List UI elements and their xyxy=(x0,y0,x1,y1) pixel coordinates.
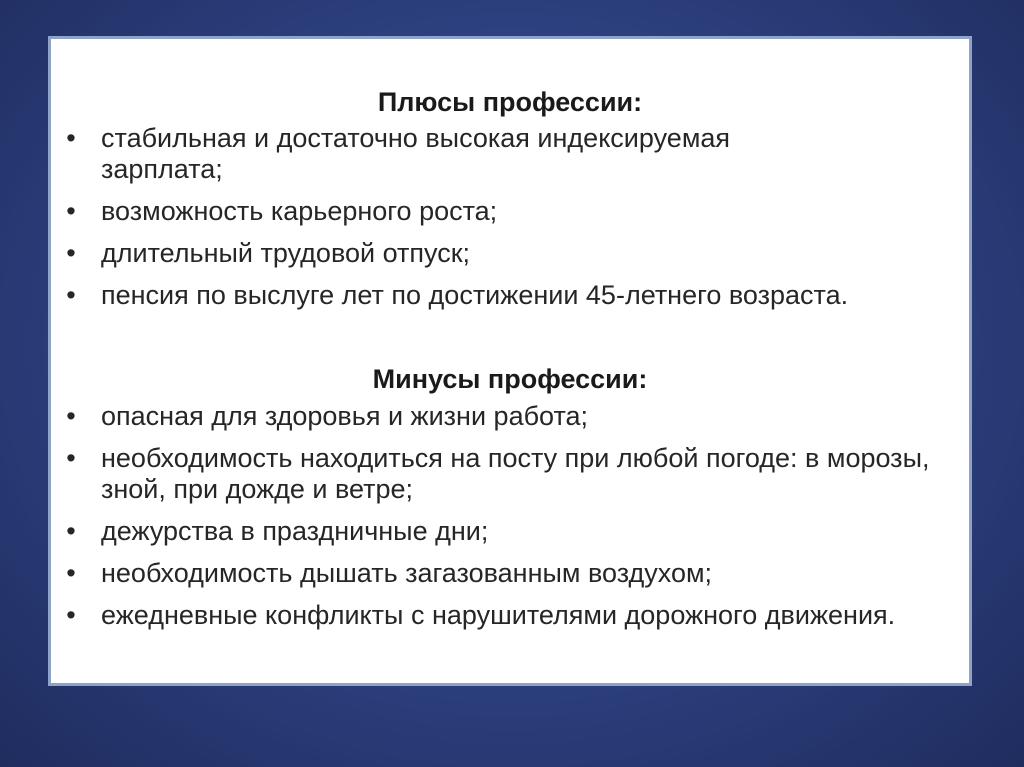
bullet-icon: • xyxy=(66,401,76,431)
list-item xyxy=(61,600,921,631)
content-box xyxy=(48,36,972,686)
list-item-text: дежурства в праздничные дни; xyxy=(101,516,489,546)
list-item-text: опасная для здоровья и жизни работа; xyxy=(101,401,589,431)
bullet-icon: • xyxy=(66,516,76,546)
bullet-icon: • xyxy=(66,600,76,630)
list-item-text: необходимость находиться на посту при любой погоде: в морозы, зной, при дожде и ветре; xyxy=(101,443,930,504)
list-item xyxy=(61,123,841,185)
list-item xyxy=(61,558,961,589)
list-item-text: возможность карьерного роста; xyxy=(101,196,498,226)
plus-heading: Плюсы профессии: xyxy=(377,87,643,117)
list-item xyxy=(61,196,961,227)
bullet-icon: • xyxy=(66,443,76,473)
list-item-text: стабильная и достаточно высокая индексируемая зарплата; xyxy=(101,123,731,184)
list-item-text: ежедневные конфликты с нарушителями дорожного движения. xyxy=(101,600,896,630)
minus-list xyxy=(61,401,961,642)
list-item xyxy=(61,280,961,311)
list-item xyxy=(61,238,961,269)
bullet-icon: • xyxy=(66,238,76,268)
bullet-icon: • xyxy=(66,280,76,310)
bullet-icon: • xyxy=(66,196,76,226)
list-item xyxy=(61,516,961,547)
minus-heading: Минусы профессии: xyxy=(372,364,648,394)
list-item-text: необходимость дышать загазованным воздухом; xyxy=(101,558,713,588)
list-item-text: длительный трудовой отпуск; xyxy=(101,238,471,268)
plus-list xyxy=(61,123,961,322)
list-item xyxy=(61,401,961,432)
bullet-icon: • xyxy=(66,123,76,153)
list-item-text: пенсия по выслуге лет по достижении 45-летнего возраста. xyxy=(101,280,849,310)
bullet-icon: • xyxy=(66,558,76,588)
list-item xyxy=(61,443,981,505)
